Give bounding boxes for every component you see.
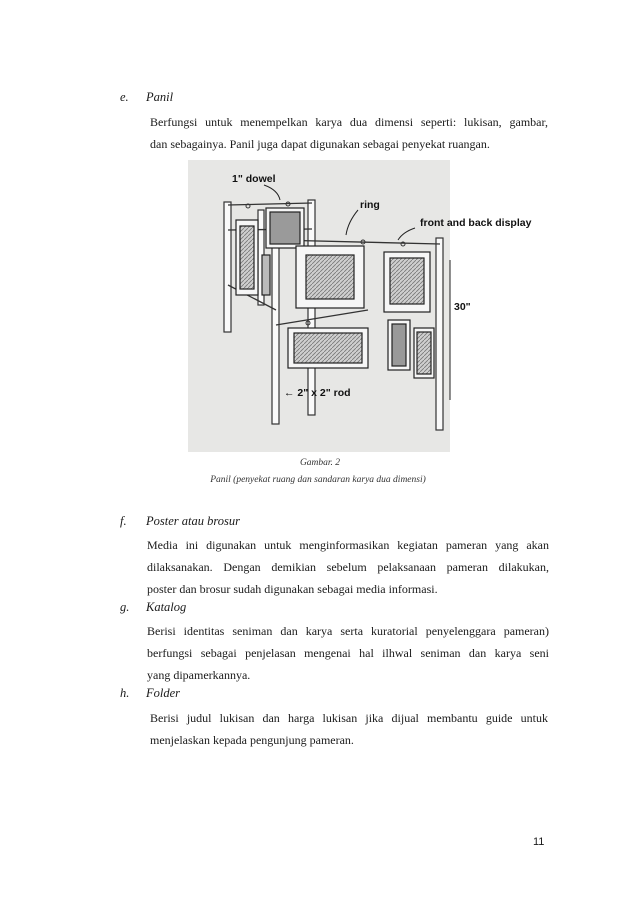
section-h-letter: h. (120, 686, 130, 700)
picture-left-small (262, 255, 270, 295)
section-f-line-1: Media ini digunakan untuk menginformasikan kegiatan pameran yang akan (147, 538, 549, 552)
section-e-body (150, 111, 548, 155)
label-height: 30" (454, 301, 471, 313)
section-f-line-2: dilaksanakan. Dengan demikian sebelum pelaksanaan pameran dilakukan, (147, 560, 549, 574)
label-rod: ← 2" x 2" rod (284, 387, 351, 399)
post-front-left (272, 234, 279, 424)
section-h-heading (120, 686, 180, 701)
section-g-line-3: yang dipamerkannya. (147, 668, 251, 682)
section-f-body (147, 534, 549, 600)
section-e-line-2: dan sebagainya. Panil juga dapat digunakan sebagai penyekat ruangan. (150, 137, 490, 151)
section-h-title: Folder (146, 686, 181, 700)
post-left-front (224, 202, 231, 332)
section-f-title: Poster atau brosur (146, 514, 240, 528)
post-right (436, 238, 443, 430)
section-f-line-3: poster dan brosur sudah digunakan sebagai media informasi. (147, 582, 438, 596)
section-e-heading (120, 90, 173, 105)
figure-caption-text: Panil (penyekat ruang dan sandaran karya dua dimensi) (210, 475, 426, 485)
section-f-heading (120, 514, 240, 529)
section-g-body (147, 620, 549, 686)
label-ring: ring (360, 199, 380, 211)
label-front-back-display: front and back display (420, 217, 532, 229)
section-e-line-1: Berfungsi untuk menempelkan karya dua dimensi seperti: lukisan, gambar, (150, 115, 548, 129)
section-g-line-2: berfungsi sebagai penjelasan mengenai hal ilhwal seniman dan karya seni (147, 646, 549, 660)
section-e-letter: e. (120, 90, 129, 104)
figure-caption-title: Gambar. 2 (299, 458, 341, 468)
panel-illustration (188, 160, 532, 452)
section-g-line-1: Berisi identitas seniman dan karya serta kuratorial penyelenggara pameran) (147, 624, 549, 638)
section-h-line-2: menjelaskan kepada pengunjung pameran. (150, 733, 354, 747)
section-h-line-1: Berisi judul lukisan dan harga lukisan jika dijual membantu guide untuk (150, 711, 548, 725)
section-g-heading (120, 600, 186, 615)
section-h-body (150, 707, 548, 751)
label-dowel: 1" dowel (232, 173, 276, 185)
section-g-letter: g. (120, 600, 130, 614)
section-e-title: Panil (146, 90, 174, 104)
page-number: 11 (533, 836, 545, 848)
section-g-title: Katalog (146, 600, 187, 614)
section-f-letter: f. (120, 514, 127, 528)
